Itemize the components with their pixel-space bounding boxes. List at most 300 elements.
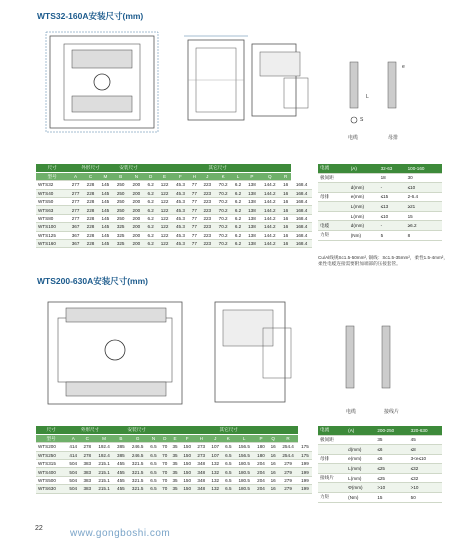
table-cell: 70.2 — [215, 240, 232, 248]
table-cell: 175 — [298, 451, 312, 459]
table-row — [318, 454, 442, 464]
table-cell: 348 — [194, 476, 208, 484]
table-cell: 16 — [280, 223, 291, 231]
table-cell: 70 — [160, 443, 170, 451]
table-cell: 168.4 — [291, 181, 312, 189]
table-cell: 2-6.4 — [406, 192, 442, 202]
table-cell: 6.2 — [232, 206, 245, 214]
table-header: 200-250 — [375, 426, 408, 435]
table-cell: 77 — [189, 240, 200, 248]
table-cell: 122 — [157, 206, 172, 214]
table-cell: 145 — [98, 206, 113, 214]
table-cell: 6.5 — [147, 476, 159, 484]
table-header: F — [180, 434, 194, 442]
table-cell: 70 — [160, 485, 170, 493]
table-cell: 254.4 — [278, 443, 298, 451]
table-cell: ≤32 — [409, 464, 442, 474]
table-cell: 228 — [83, 240, 98, 248]
table-header: B — [113, 172, 129, 180]
table-cell: 279 — [278, 485, 298, 493]
table-cell: (Nm) — [349, 231, 379, 241]
table-cell: 132 — [208, 485, 222, 493]
breaker-front-drawing — [42, 30, 162, 135]
table-cell: 385 — [114, 451, 128, 459]
table-cell: 279 — [278, 476, 298, 484]
table-cell: 138 — [244, 206, 259, 214]
table-cell: 228 — [83, 214, 98, 222]
cable-drawing — [338, 58, 413, 138]
table-cell: 70 — [160, 460, 170, 468]
table-cell: 6.2 — [232, 223, 245, 231]
table-cell: 极间距 — [318, 435, 346, 445]
table-cell: WTS200 — [36, 443, 66, 451]
table-cell: 6.2 — [144, 198, 157, 206]
table-header: D — [144, 172, 157, 180]
table-cell: 192.4 — [94, 443, 114, 451]
table-cell: 228 — [83, 198, 98, 206]
table-cell: 200 — [129, 189, 145, 197]
table-cell: 180.5 — [234, 468, 254, 476]
table-cell: 132 — [208, 460, 222, 468]
table-cell: 273 — [194, 443, 208, 451]
table-cell: 175 — [298, 443, 312, 451]
cable-s-label: S — [360, 117, 364, 123]
table-cell: 250 — [113, 206, 129, 214]
table-cell: 6.5 — [222, 460, 234, 468]
cable-caption: 电缆 — [348, 135, 359, 141]
table-cell: WTS500 — [36, 476, 66, 484]
table-cell: 156.5 — [234, 443, 254, 451]
table-cell: ≥21 — [406, 202, 442, 212]
table-cell: 150 — [180, 451, 194, 459]
table-cell: 414 — [66, 451, 80, 459]
table-header: H — [194, 434, 208, 442]
table-cell: 204 — [254, 468, 268, 476]
table-cell: WTS160 — [36, 240, 68, 248]
table-cell: 150 — [180, 443, 194, 451]
table-cell: 321.5 — [128, 460, 148, 468]
table-cell: 144.2 — [259, 189, 280, 197]
table-header: C — [83, 172, 98, 180]
table-cell: 45.3 — [172, 214, 189, 222]
table-cell: 122 — [157, 240, 172, 248]
table-header: J — [208, 434, 222, 442]
busbar-drawing — [334, 322, 414, 402]
table-cell: 16 — [268, 460, 278, 468]
table-cell: 接线片 — [318, 473, 346, 483]
table-cell: 250 — [113, 189, 129, 197]
table-cell: 145 — [98, 231, 113, 239]
mounting-plate-drawing — [240, 30, 320, 135]
table-cell: 16 — [280, 181, 291, 189]
table-header: 100-160 — [406, 164, 442, 173]
table-cell: 45.3 — [172, 181, 189, 189]
table-cell: 168.4 — [291, 231, 312, 239]
table-header: P — [254, 434, 268, 442]
dimension-table-1 — [36, 164, 312, 248]
table-cell: >10 — [409, 483, 442, 493]
table-header: P — [244, 172, 259, 180]
table-cell: L(mm) — [346, 464, 375, 474]
table-cell: 力矩 — [318, 493, 346, 503]
table-cell: 45.3 — [172, 240, 189, 248]
table-header: M — [94, 434, 114, 442]
table-cell: 145 — [98, 223, 113, 231]
table-header: K — [215, 172, 232, 180]
table-row — [36, 214, 312, 222]
table-cell: 144.2 — [259, 240, 280, 248]
dim-l-label: L — [366, 94, 369, 100]
table-cell: 122 — [157, 231, 172, 239]
table-cell: 223 — [200, 189, 215, 197]
table-cell: 6.2 — [144, 231, 157, 239]
table-cell: 277 — [68, 206, 83, 214]
table-cell: 168.4 — [291, 198, 312, 206]
table-row — [36, 231, 312, 239]
table-cell: 200 — [129, 198, 145, 206]
table-cell: 6.5 — [147, 460, 159, 468]
table-cell: 6.2 — [144, 214, 157, 222]
table-cell: 45.3 — [172, 198, 189, 206]
table-row — [36, 223, 312, 231]
table-cell: 45.3 — [172, 223, 189, 231]
table-cell: 145 — [98, 181, 113, 189]
table-cell: 30 — [406, 173, 442, 183]
table-cell: 246.5 — [128, 451, 148, 459]
table-cell: 504 — [66, 468, 80, 476]
table-cell: 223 — [200, 214, 215, 222]
table-cell: ≥6.2 — [406, 221, 442, 231]
table-cell: 6.2 — [232, 189, 245, 197]
table-cell: e(mm) — [346, 454, 375, 464]
table-cell: 70.2 — [215, 189, 232, 197]
table-cell: 6.5 — [147, 451, 159, 459]
table-cell: 228 — [83, 181, 98, 189]
table-cell: 279 — [278, 460, 298, 468]
table-row — [36, 451, 312, 459]
table-cell: d(mm) — [346, 445, 375, 455]
table-cell: L(mm) — [346, 473, 375, 483]
table-cell: ≤25 — [375, 464, 408, 474]
table-cell: 367 — [68, 231, 83, 239]
table-header: (A) — [346, 426, 375, 435]
table-cell: 321.5 — [128, 468, 148, 476]
table-header: 尺寸 — [36, 164, 68, 172]
table-cell: 138 — [244, 214, 259, 222]
table-cell: 6.5 — [222, 451, 234, 459]
section1-title: WTS32-160A安装尺寸(mm) — [37, 11, 144, 21]
table-header: B — [114, 434, 128, 442]
table-header: F — [172, 172, 189, 180]
table-cell: Φ(mm) — [346, 483, 375, 493]
table-cell: WTS50 — [36, 198, 68, 206]
table-header: 尺寸 — [36, 426, 66, 434]
table-cell: 250 — [113, 181, 129, 189]
table-header: A — [66, 434, 80, 442]
table-cell: d(mm) — [349, 183, 379, 193]
table-row — [318, 483, 442, 493]
table-cell: 6.2 — [232, 181, 245, 189]
table-header: 型号 — [36, 172, 68, 180]
table-cell: 6.5 — [222, 443, 234, 451]
table-header: C — [80, 434, 94, 442]
table-cell: 70.2 — [215, 231, 232, 239]
table-cell: 45.3 — [172, 231, 189, 239]
table-cell: WTS32 — [36, 181, 68, 189]
table-header: 32-63 — [379, 164, 406, 173]
watermark: www.gongboshi.com — [70, 528, 171, 539]
table-cell: 5 — [379, 231, 406, 241]
table-cell: 107 — [208, 443, 222, 451]
table-cell: 70.2 — [215, 181, 232, 189]
table-cell: 215.1 — [94, 468, 114, 476]
table-cell: 215.1 — [94, 476, 114, 484]
table-cell: 228 — [83, 223, 98, 231]
table-cell: 母排 — [318, 454, 346, 464]
table-cell: 77 — [189, 198, 200, 206]
table-cell: 132 — [208, 468, 222, 476]
table-cell: 200 — [129, 223, 145, 231]
table-cell: 150 — [180, 468, 194, 476]
table-header: A — [68, 172, 83, 180]
table-cell: 168.4 — [291, 189, 312, 197]
table-cell: 199 — [298, 476, 312, 484]
table-cell: ≤8 — [409, 445, 442, 455]
table-cell: 168.4 — [291, 223, 312, 231]
table-row — [36, 468, 312, 476]
table-header: 外形尺寸 — [66, 426, 114, 434]
table-cell: e(mm) — [349, 192, 379, 202]
table-cell: >10 — [375, 483, 408, 493]
table-cell: WTS250 — [36, 451, 66, 459]
table-cell: 77 — [189, 214, 200, 222]
table-row — [318, 173, 442, 183]
table-cell: WTS40 — [36, 189, 68, 197]
section2-title: WTS200-630A安装尺寸(mm) — [37, 276, 148, 286]
table-cell: 277 — [68, 214, 83, 222]
table-cell: 16 — [268, 485, 278, 493]
table-cell: 228 — [83, 231, 98, 239]
table-cell: 6.5 — [147, 443, 159, 451]
table-header: K — [222, 434, 234, 442]
table-row — [318, 211, 442, 221]
table-cell: 215.1 — [94, 460, 114, 468]
table-header: 外形尺寸 — [68, 164, 113, 172]
table-cell: 321.5 — [128, 485, 148, 493]
table-cell: 223 — [200, 231, 215, 239]
table-cell: WTS630 — [36, 485, 66, 493]
table-cell: 223 — [200, 198, 215, 206]
table-cell: 70.2 — [215, 214, 232, 222]
table-cell: 199 — [298, 468, 312, 476]
table-header: 型号 — [36, 434, 66, 442]
lug-caption: 接线片 — [384, 409, 400, 415]
table-cell: L(mm) — [349, 211, 379, 221]
table-cell: 132 — [208, 476, 222, 484]
table-cell: 6.2 — [232, 231, 245, 239]
table-cell: 3<e≤10 — [409, 454, 442, 464]
table-cell: 150 — [180, 460, 194, 468]
table-cell: 122 — [157, 214, 172, 222]
table-cell — [349, 173, 379, 183]
table-cell — [318, 483, 346, 493]
dimension-table-2 — [36, 426, 312, 494]
table-cell: 150 — [180, 485, 194, 493]
table-cell: 383 — [80, 476, 94, 484]
table-header: 电流 — [318, 426, 346, 435]
table-cell: 16 — [280, 206, 291, 214]
table-cell: ≤10 — [379, 211, 406, 221]
table-cell: ≤6 — [375, 454, 408, 464]
table-cell: 138 — [244, 189, 259, 197]
table-cell: 138 — [244, 198, 259, 206]
table-cell: 223 — [200, 181, 215, 189]
table-cell: 254.4 — [278, 451, 298, 459]
table-cell: 228 — [83, 189, 98, 197]
table-row — [36, 189, 312, 197]
table-cell: 6.2 — [144, 240, 157, 248]
table-cell: 6.2 — [144, 189, 157, 197]
table-cell: 144.2 — [259, 231, 280, 239]
table-header: R — [278, 434, 298, 442]
table-cell: 144.2 — [259, 223, 280, 231]
table-cell: 70.2 — [215, 223, 232, 231]
table-cell: 504 — [66, 485, 80, 493]
table-row — [318, 192, 442, 202]
table-cell: 138 — [244, 181, 259, 189]
table-cell: 156.5 — [234, 451, 254, 459]
table-row — [318, 231, 442, 241]
breaker-side-drawing-2 — [205, 288, 315, 418]
table-cell: 180.5 — [234, 476, 254, 484]
table-cell: 325 — [113, 231, 129, 239]
busbar-cable-table-2 — [318, 426, 442, 503]
table-cell: 16 — [280, 214, 291, 222]
table-row — [36, 181, 312, 189]
table-header: R — [280, 172, 291, 180]
table-cell: 180 — [254, 451, 268, 459]
table-cell: 77 — [189, 189, 200, 197]
table-cell: 35 — [170, 485, 180, 493]
table-cell: 204 — [254, 485, 268, 493]
table-cell: 325 — [113, 240, 129, 248]
table-cell: 180 — [254, 443, 268, 451]
table-cell — [318, 445, 346, 455]
table-cell: 278 — [80, 451, 94, 459]
table-header: G — [128, 434, 148, 442]
table-cell: ≤6 — [375, 445, 408, 455]
table-cell: 278 — [80, 443, 94, 451]
table-cell: 383 — [80, 460, 94, 468]
table-cell: 145 — [98, 198, 113, 206]
table-cell: - — [379, 183, 406, 193]
breaker-front-drawing-2 — [40, 294, 190, 412]
table-cell: 35 — [170, 451, 180, 459]
table-cell: 35 — [170, 460, 180, 468]
table-header: Q — [268, 434, 278, 442]
table-cell: 145 — [98, 214, 113, 222]
table-row — [36, 443, 312, 451]
table-cell: 250 — [113, 214, 129, 222]
table-cell — [318, 211, 349, 221]
table-cell: 246.5 — [128, 443, 148, 451]
table-cell: WTS125 — [36, 231, 68, 239]
table-cell: 348 — [194, 468, 208, 476]
table-cell: - — [379, 221, 406, 231]
table-cell: 16 — [268, 451, 278, 459]
table-cell: 16 — [268, 468, 278, 476]
table-row — [318, 445, 442, 455]
table-cell: 6.2 — [144, 223, 157, 231]
table-cell: 6.5 — [222, 476, 234, 484]
table-cell: 45 — [409, 435, 442, 445]
table-cell: 348 — [194, 460, 208, 468]
table-cell: 138 — [244, 240, 259, 248]
table-cell: 15 — [406, 211, 442, 221]
table-cell: 200 — [129, 206, 145, 214]
table-cell: 16 — [268, 443, 278, 451]
table-header: 安装尺寸 — [114, 426, 160, 434]
table-cell: 150 — [180, 476, 194, 484]
table-header: 320-630 — [409, 426, 442, 435]
table-cell: 6.2 — [144, 181, 157, 189]
table-cell: 16 — [280, 189, 291, 197]
table-header: H — [189, 172, 200, 180]
table-row — [36, 476, 312, 484]
table-cell: 77 — [189, 181, 200, 189]
table-cell: 138 — [244, 223, 259, 231]
busbar-caption: 母排 — [388, 135, 399, 141]
table-cell: 180.5 — [234, 485, 254, 493]
table-row — [36, 460, 312, 468]
table-cell: WTS400 — [36, 468, 66, 476]
table-cell: 200 — [129, 231, 145, 239]
table-header: N — [129, 172, 145, 180]
table-cell: WTS100 — [36, 223, 68, 231]
table-cell: 45.3 — [172, 189, 189, 197]
table-header: M — [98, 172, 113, 180]
table-cell: 455 — [114, 485, 128, 493]
table-cell: 321.5 — [128, 476, 148, 484]
table-row — [36, 206, 312, 214]
table-cell: 348 — [194, 485, 208, 493]
table-cell: 279 — [278, 468, 298, 476]
table-cell: 6.5 — [147, 468, 159, 476]
table-cell: 367 — [68, 240, 83, 248]
table-cell: 6.5 — [222, 485, 234, 493]
table-cell: 45.3 — [172, 206, 189, 214]
table-cell: 6.5 — [222, 468, 234, 476]
table-cell: 16 — [280, 240, 291, 248]
table-cell: 6.2 — [232, 214, 245, 222]
table-cell: 277 — [68, 198, 83, 206]
table-cell: 325 — [113, 223, 129, 231]
table-cell: 18 — [379, 173, 406, 183]
table-cell: 385 — [114, 443, 128, 451]
table-cell: 277 — [68, 189, 83, 197]
table-cell: 168.4 — [291, 214, 312, 222]
busbar-cable-table-1 — [318, 164, 442, 241]
table-cell: 6.2 — [144, 206, 157, 214]
table-cell: 504 — [66, 476, 80, 484]
table-cell: 电缆 — [318, 221, 349, 231]
table-cell: 35 — [170, 468, 180, 476]
table-cell: 414 — [66, 443, 80, 451]
table-row — [318, 473, 442, 483]
table-cell: 122 — [157, 198, 172, 206]
table-cell: 200 — [129, 240, 145, 248]
table-cell: 223 — [200, 206, 215, 214]
